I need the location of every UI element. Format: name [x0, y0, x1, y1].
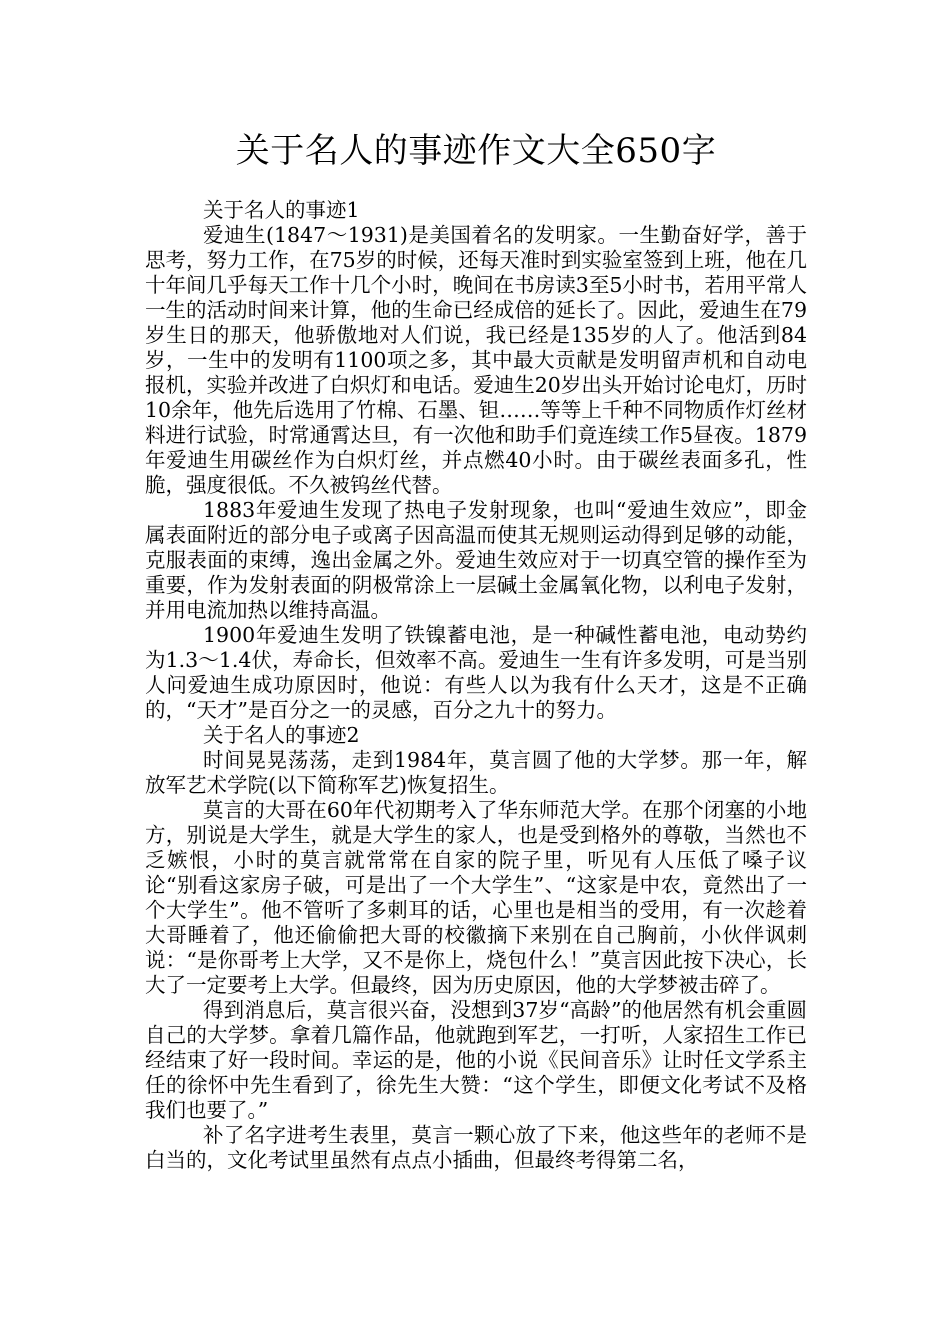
section-heading-1: 关于名人的事迹1 [203, 198, 360, 222]
section-heading-2: 关于名人的事迹2 [203, 723, 360, 747]
paragraph-edison-battery: 1900年爱迪生发明了铁镍蓄电池，是一种碱性蓄电池，电动势约为1.3～1.4伏，寿命长，但效率不高。爱迪生一生有许多发明，可是当别人问爱迪生成功原因时，他说：有些人以为我有什么天才，这是不正确的，“天才”是百分之一的灵感，百分之九十的努力。 [145, 623, 807, 722]
document-title: 关于名人的事迹作文大全650字 [235, 131, 717, 171]
paragraph-moyan-brother: 莫言的大哥在60年代初期考入了华东师范大学。在那个闭塞的小地方，别说是大学生，就是大学生的家人，也是受到格外的尊敬，当然也不乏嫉恨，小时的莫言就常常在自家的院子里，听见有人压低了嗓子议论“别看这家房子破，可是出了一个大学生”、“这家是中农，竟然出了一个大学生”。他不管听了多刺耳的话，心里也是相当的受用，有一次趁着大哥睡着了，他还偷偷把大哥的校徽摘下来别在自己胸前，小伙伴讽刺说：“是你哥考上大学，又不是你上，烧包什么！”莫言因此按下决心，长大了一定要考上大学。但最终，因为历史原因，他的大学梦被击碎了。 [145, 798, 807, 997]
paragraph-edison-effect: 1883年爱迪生发现了热电子发射现象，也叫“爱迪生效应”，即金属表面附近的部分电子或离子因高温而使其无规则运动得到足够的动能，克服表面的束缚，逸出金属之外。爱迪生效应对于一切真空管的操作至为重要，作为发射表面的阴极常涂上一层碱土金属氧化物，以利电子发射，并用电流加热以维持高温。 [145, 498, 807, 622]
document-page [145, 128, 807, 1173]
paragraph-moyan-1984: 时间晃晃荡荡，走到1984年，莫言圆了他的大学梦。那一年，解放军艺术学院(以下简称军艺)恢复招生。 [145, 748, 807, 797]
document-body [145, 198, 807, 1173]
paragraph-moyan-admission: 得到消息后，莫言很兴奋，没想到37岁“高龄”的他居然有机会重圆自己的大学梦。拿着几篇作品，他就跑到军艺，一打听，人家招生工作已经结束了好一段时间。幸运的是，他的小说《民间音乐》让时任文学系主任的徐怀中先生看到了，徐先生大赞：“这个学生，即便文化考试不及格我们也要了。” [145, 998, 807, 1122]
paragraph-edison-intro: 爱迪生(1847～1931)是美国着名的发明家。一生勤奋好学，善于思考，努力工作，在75岁的时候，还每天准时到实验室签到上班，他在几十年间几乎每天工作十几个小时，晚间在书房读3至5小时书，若用平常人一生的活动时间来计算，他的生命已经成倍的延长了。因此，爱迪生在79岁生日的那天，他骄傲地对人们说，我已经是135岁的人了。他活到84岁，一生中的发明有1100项之多，其中最大贡献是发明留声机和自动电报机，实验并改进了白炽灯和电话。爱迪生20岁出头开始讨论电灯，历时10余年，他先后选用了竹棉、石墨、钽……等等上千种不同物质作灯丝材料进行试验，时常通霄达旦，有一次他和助手们竟连续工作5昼夜。1879年爱迪生用碳丝作为白炽灯丝，并点燃40小时。由于碳丝表面多孔，性脆，强度很低。不久被钨丝代替。 [145, 223, 807, 497]
paragraph-moyan-exam: 补了名字进考生表里，莫言一颗心放了下来，他这些年的老师不是白当的，文化考试里虽然有点点小插曲，但最终考得第二名， [145, 1123, 807, 1172]
